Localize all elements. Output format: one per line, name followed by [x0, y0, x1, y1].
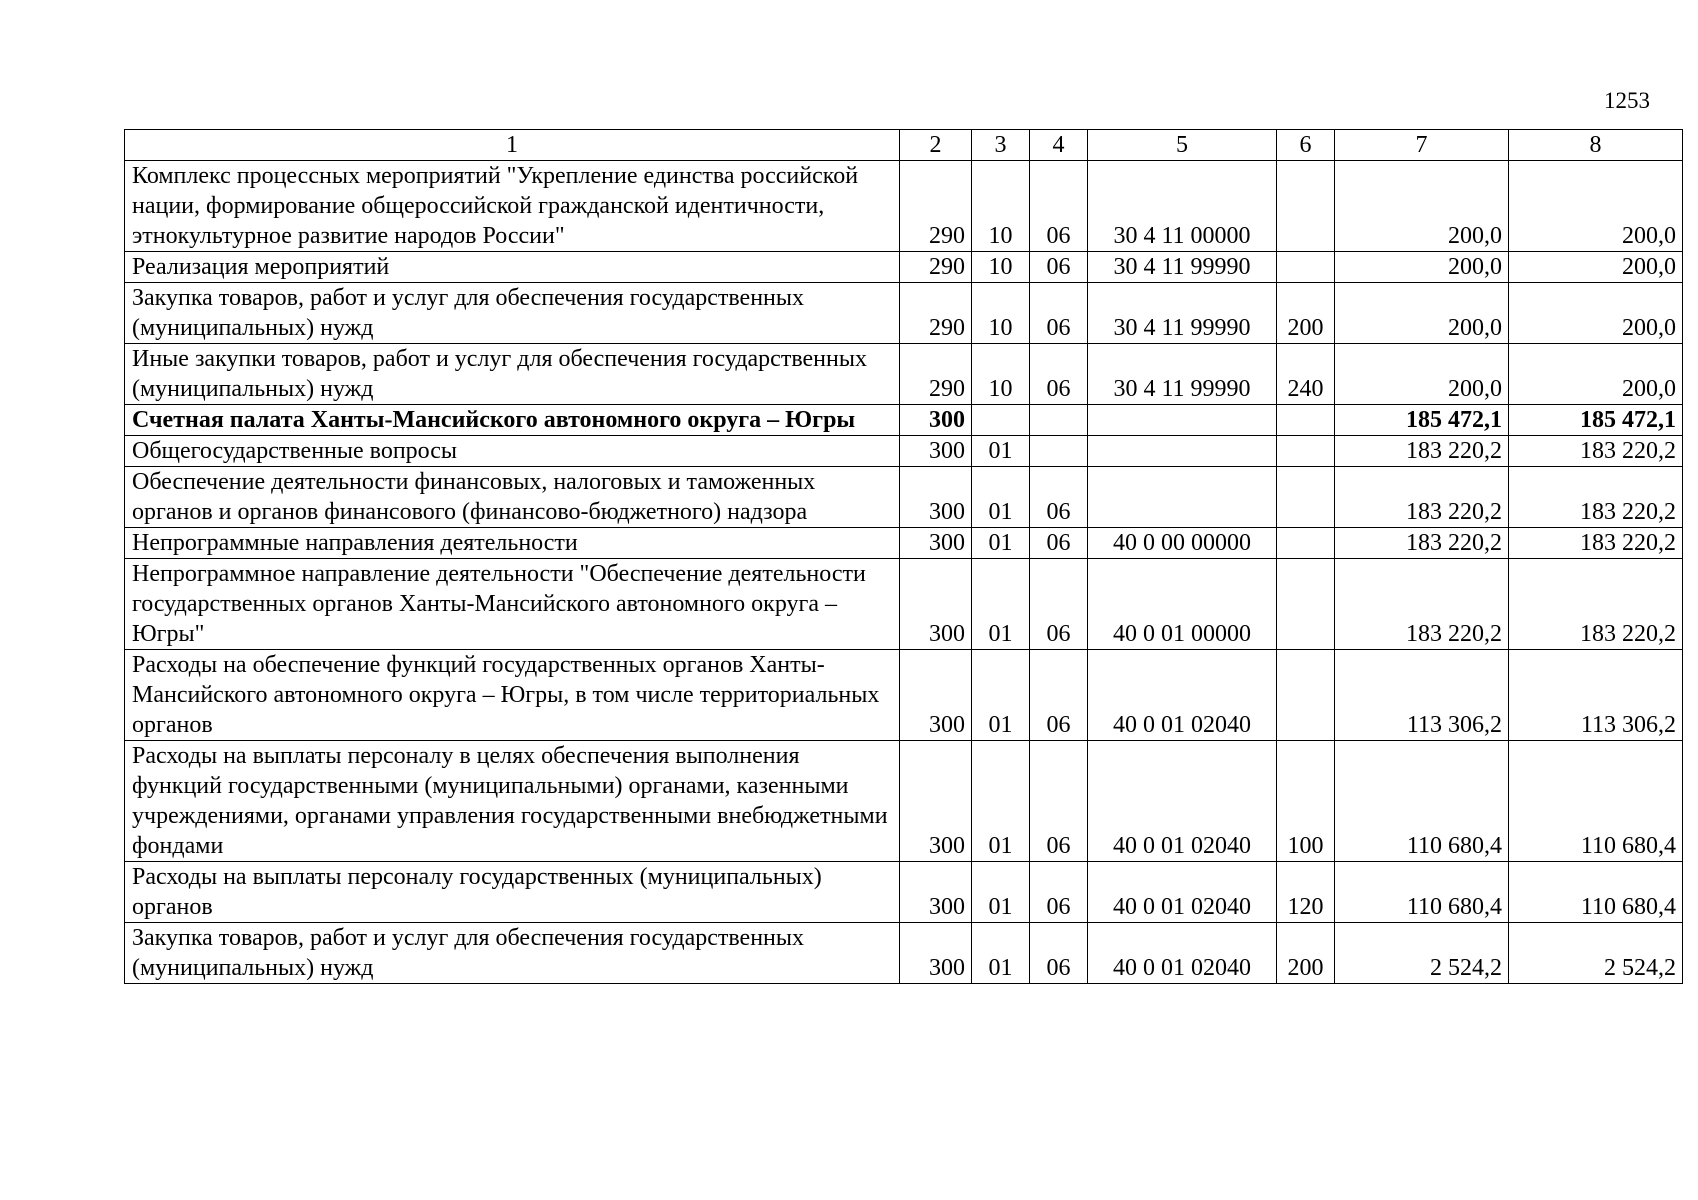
amount-col8-cell: 110 680,4	[1509, 741, 1683, 862]
column-header: 5	[1088, 130, 1277, 161]
admin-code-cell: 300	[900, 559, 972, 650]
amount-col7-cell: 200,0	[1335, 344, 1509, 405]
expense-type-cell: 120	[1277, 862, 1335, 923]
column-header: 4	[1030, 130, 1088, 161]
expense-type-cell	[1277, 559, 1335, 650]
expense-type-cell	[1277, 252, 1335, 283]
row-name-cell: Общегосударственные вопросы	[125, 436, 900, 467]
target-article-cell	[1088, 467, 1277, 528]
table-row	[125, 559, 1683, 650]
row-name-cell: Закупка товаров, работ и услуг для обеспечения государственных (муниципальных) нужд	[125, 923, 900, 984]
row-name-cell: Расходы на выплаты персоналу государственных (муниципальных) органов	[125, 862, 900, 923]
admin-code-cell: 300	[900, 923, 972, 984]
admin-code-cell: 300	[900, 467, 972, 528]
amount-col8-cell: 200,0	[1509, 283, 1683, 344]
amount-col8-cell: 183 220,2	[1509, 528, 1683, 559]
section-code-cell	[972, 405, 1030, 436]
expense-type-cell	[1277, 528, 1335, 559]
admin-code-cell: 300	[900, 650, 972, 741]
admin-code-cell: 300	[900, 741, 972, 862]
target-article-cell: 40 0 01 02040	[1088, 741, 1277, 862]
amount-col7-cell: 200,0	[1335, 252, 1509, 283]
amount-col7-cell: 200,0	[1335, 161, 1509, 252]
table-row	[125, 923, 1683, 984]
admin-code-cell: 300	[900, 528, 972, 559]
amount-col8-cell: 200,0	[1509, 161, 1683, 252]
amount-col7-cell: 2 524,2	[1335, 923, 1509, 984]
row-name-cell: Расходы на обеспечение функций государственных органов Ханты-Мансийского автономного округа – Югры, в том числе территориальных органов	[125, 650, 900, 741]
table-row	[125, 283, 1683, 344]
table-row	[125, 741, 1683, 862]
row-name-cell: Обеспечение деятельности финансовых, налоговых и таможенных органов и органов финансового (финансово-бюджетного) надзора	[125, 467, 900, 528]
subsection-code-cell	[1030, 405, 1088, 436]
table-header-row	[125, 130, 1683, 161]
amount-col8-cell: 113 306,2	[1509, 650, 1683, 741]
admin-code-cell: 300	[900, 862, 972, 923]
row-name-cell: Непрограммное направление деятельности "Обеспечение деятельности государственных органов Ханты-Мансийского автономного округа – Югры"	[125, 559, 900, 650]
row-name-cell: Комплекс процессных мероприятий "Укрепление единства российской нации, формирование общероссийской гражданской идентичности, этнокультурное развитие народов России"	[125, 161, 900, 252]
target-article-cell: 40 0 01 02040	[1088, 862, 1277, 923]
budget-table	[124, 129, 1683, 984]
amount-col7-cell: 183 220,2	[1335, 436, 1509, 467]
subsection-code-cell: 06	[1030, 161, 1088, 252]
subsection-code-cell: 06	[1030, 344, 1088, 405]
table-row	[125, 161, 1683, 252]
table-row	[125, 436, 1683, 467]
target-article-cell: 40 0 01 00000	[1088, 559, 1277, 650]
column-header: 8	[1509, 130, 1683, 161]
section-code-cell: 10	[972, 252, 1030, 283]
amount-col8-cell: 183 220,2	[1509, 436, 1683, 467]
section-code-cell: 10	[972, 161, 1030, 252]
section-code-cell: 01	[972, 862, 1030, 923]
amount-col8-cell: 200,0	[1509, 344, 1683, 405]
expense-type-cell	[1277, 436, 1335, 467]
row-name-cell: Расходы на выплаты персоналу в целях обеспечения выполнения функций государственными (муниципальными) органами, казенными учреждениями, органами управления государственными внебюджетными фондами	[125, 741, 900, 862]
amount-col7-cell: 110 680,4	[1335, 741, 1509, 862]
section-code-cell: 10	[972, 344, 1030, 405]
subsection-code-cell: 06	[1030, 862, 1088, 923]
section-code-cell: 10	[972, 283, 1030, 344]
section-code-cell: 01	[972, 741, 1030, 862]
expense-type-cell	[1277, 161, 1335, 252]
amount-col7-cell: 185 472,1	[1335, 405, 1509, 436]
column-header: 7	[1335, 130, 1509, 161]
amount-col7-cell: 113 306,2	[1335, 650, 1509, 741]
subsection-code-cell: 06	[1030, 252, 1088, 283]
table-row	[125, 862, 1683, 923]
subsection-code-cell: 06	[1030, 741, 1088, 862]
subsection-code-cell: 06	[1030, 283, 1088, 344]
amount-col7-cell: 110 680,4	[1335, 862, 1509, 923]
expense-type-cell	[1277, 650, 1335, 741]
target-article-cell	[1088, 436, 1277, 467]
section-code-cell: 01	[972, 650, 1030, 741]
table-row	[125, 467, 1683, 528]
section-code-cell: 01	[972, 923, 1030, 984]
column-header: 2	[900, 130, 972, 161]
table-row	[125, 528, 1683, 559]
amount-col7-cell: 183 220,2	[1335, 467, 1509, 528]
table-row	[125, 252, 1683, 283]
target-article-cell: 30 4 11 99990	[1088, 344, 1277, 405]
row-name-cell: Иные закупки товаров, работ и услуг для обеспечения государственных (муниципальных) нужд	[125, 344, 900, 405]
page-number: 1253	[1604, 88, 1650, 113]
admin-code-cell: 300	[900, 405, 972, 436]
admin-code-cell: 300	[900, 436, 972, 467]
column-header: 1	[125, 130, 900, 161]
column-header: 3	[972, 130, 1030, 161]
subsection-code-cell: 06	[1030, 559, 1088, 650]
amount-col7-cell: 183 220,2	[1335, 559, 1509, 650]
admin-code-cell: 290	[900, 252, 972, 283]
subsection-code-cell: 06	[1030, 923, 1088, 984]
row-name-cell: Закупка товаров, работ и услуг для обеспечения государственных (муниципальных) нужд	[125, 283, 900, 344]
target-article-cell: 30 4 11 00000	[1088, 161, 1277, 252]
amount-col8-cell: 2 524,2	[1509, 923, 1683, 984]
table-row	[125, 344, 1683, 405]
subsection-code-cell: 06	[1030, 467, 1088, 528]
amount-col7-cell: 183 220,2	[1335, 528, 1509, 559]
expense-type-cell	[1277, 467, 1335, 528]
amount-col8-cell: 110 680,4	[1509, 862, 1683, 923]
expense-type-cell	[1277, 405, 1335, 436]
amount-col8-cell: 200,0	[1509, 252, 1683, 283]
admin-code-cell: 290	[900, 283, 972, 344]
section-code-cell: 01	[972, 436, 1030, 467]
expense-type-cell: 200	[1277, 923, 1335, 984]
target-article-cell: 40 0 01 02040	[1088, 923, 1277, 984]
amount-col8-cell: 185 472,1	[1509, 405, 1683, 436]
amount-col8-cell: 183 220,2	[1509, 467, 1683, 528]
admin-code-cell: 290	[900, 344, 972, 405]
target-article-cell: 40 0 01 02040	[1088, 650, 1277, 741]
row-name-cell: Непрограммные направления деятельности	[125, 528, 900, 559]
expense-type-cell: 200	[1277, 283, 1335, 344]
section-code-cell: 01	[972, 528, 1030, 559]
admin-code-cell: 290	[900, 161, 972, 252]
target-article-cell	[1088, 405, 1277, 436]
table-row	[125, 405, 1683, 436]
expense-type-cell: 240	[1277, 344, 1335, 405]
table-row	[125, 650, 1683, 741]
expense-type-cell: 100	[1277, 741, 1335, 862]
row-name-cell: Реализация мероприятий	[125, 252, 900, 283]
target-article-cell: 30 4 11 99990	[1088, 252, 1277, 283]
target-article-cell: 40 0 00 00000	[1088, 528, 1277, 559]
subsection-code-cell	[1030, 436, 1088, 467]
target-article-cell: 30 4 11 99990	[1088, 283, 1277, 344]
column-header: 6	[1277, 130, 1335, 161]
row-name-cell: Счетная палата Ханты-Мансийского автономного округа – Югры	[125, 405, 900, 436]
section-code-cell: 01	[972, 467, 1030, 528]
amount-col8-cell: 183 220,2	[1509, 559, 1683, 650]
subsection-code-cell: 06	[1030, 650, 1088, 741]
section-code-cell: 01	[972, 559, 1030, 650]
subsection-code-cell: 06	[1030, 528, 1088, 559]
amount-col7-cell: 200,0	[1335, 283, 1509, 344]
